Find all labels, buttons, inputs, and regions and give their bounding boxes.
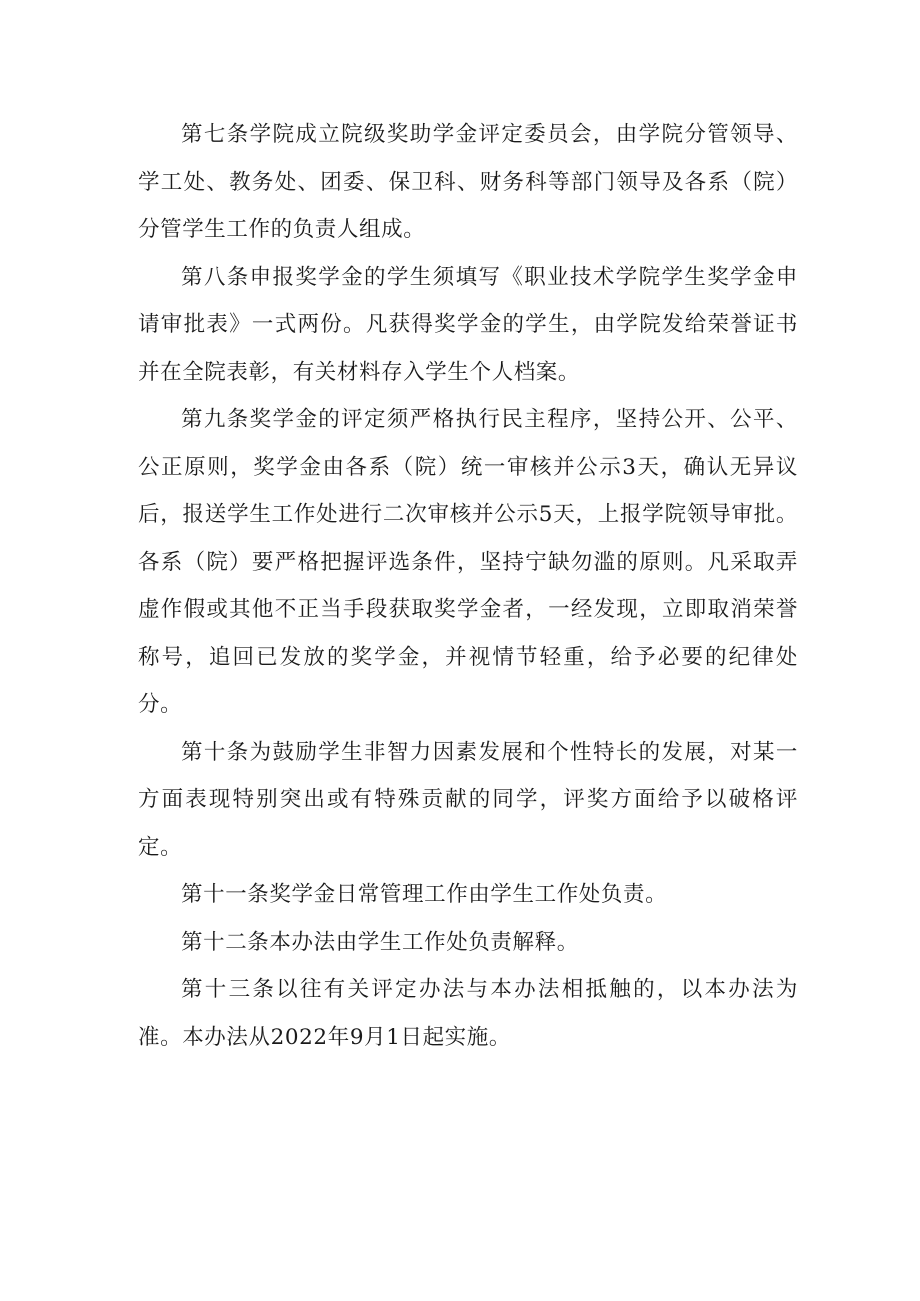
document-body — [138, 111, 798, 1061]
article-11-paragraph: 第十一条奖学金日常管理工作由学生工作处负责。 — [181, 882, 668, 907]
article-7-paragraph: 第七条学院成立院级奖助学金评定委员会，由学院分管领导、学工处、教务处、团委、保卫科、财务科等部门领导及各系（院）分管学生工作的负责人组成。 — [138, 122, 798, 242]
article-12-paragraph: 第十二条本办法由学生工作处负责解释。 — [181, 929, 579, 955]
article-13-paragraph: 第十三条以往有关评定办法与本办法相抵触的，以本办法为准。本办法从2022年9月1日起实施。 — [138, 977, 798, 1050]
article-9-paragraph: 第九条奖学金的评定须严格执行民主程序，坚持公开、公平、公正原则，奖学金由各系（院）统一审核并公示3天，确认无异议后，报送学生工作处进行二次审核并公示5天，上报学院领导审批。各系（院）要严格把握评选条件，坚持宁缺勿滥的原则。凡采取弄虚作假或其他不正当手段获取奖学金者，一经发现，立即取消荣誉称号，追回已发放的奖学金，并视情节轻重，给予必要的纪律处分。 — [138, 407, 798, 717]
article-8-paragraph: 第八条申报奖学金的学生须填写《职业技术学院学生奖学金申请审批表》一式两份。凡获得奖学金的学生，由学院发给荣誉证书并在全院表彰，有关材料存入学生个人档案。 — [138, 264, 798, 385]
article-10-paragraph: 第十条为鼓励学生非智力因素发展和个性特长的发展，对某一方面表现特别突出或有特殊贡献的同学，评奖方面给予以破格评定。 — [138, 739, 798, 860]
